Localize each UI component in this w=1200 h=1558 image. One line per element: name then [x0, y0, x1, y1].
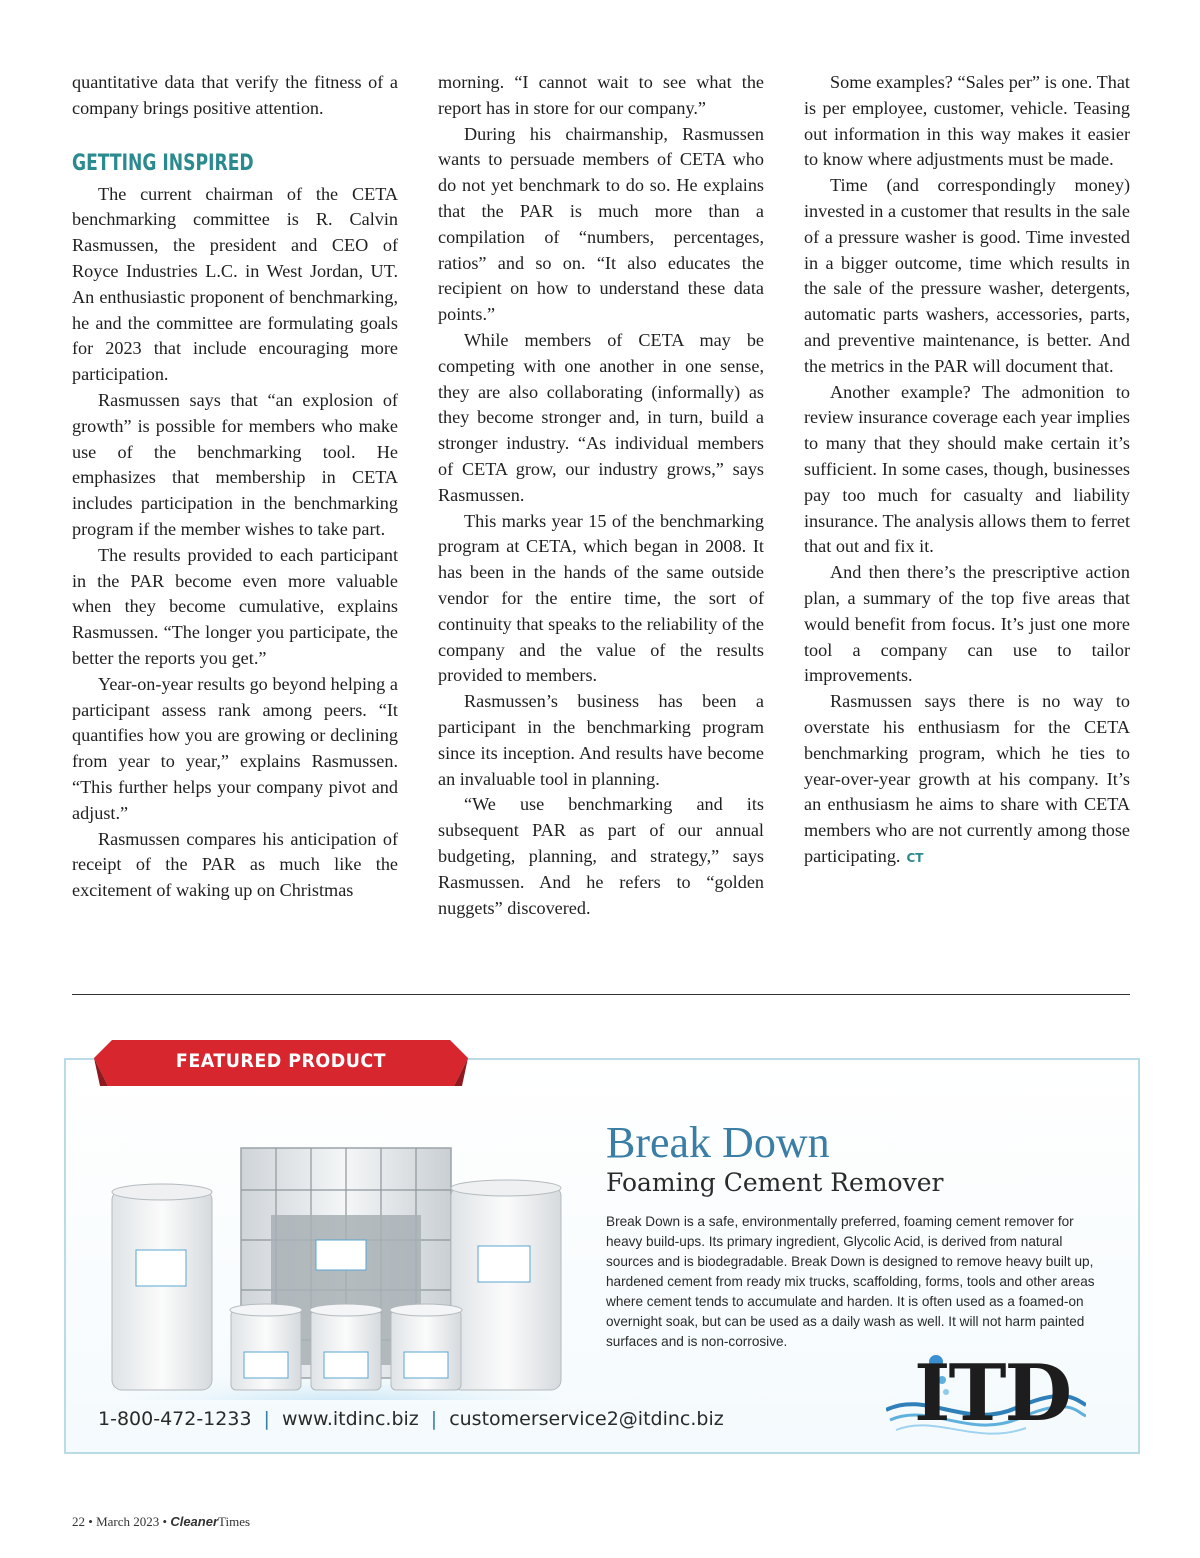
- product-containers-image: [106, 1130, 586, 1400]
- paragraph: The current chairman of the CETA benchmarking committee is R. Calvin Rasmussen, the president and CEO of Royce Industries L.C. in West Jordan, UT. An enthusiastic proponent of benchmarking, he and the committee are formulating goals for 2023 that include encouraging more participation.: [72, 183, 398, 385]
- paragraph: While members of CETA may be competing with one another in one sense, they are also collaborating (informally) as they become stronger and, in turn, build a stronger industry. “As individual members of CETA grow, our industry grows,” says Rasmussen.: [438, 329, 764, 505]
- section-heading: GETTING INSPIRED: [72, 150, 254, 176]
- product-description: Break Down is a safe, environmentally preferred, foaming cement remover for heavy build-ups. Its primary ingredient, Glycolic Acid, is derived from natural sources and is biodegradable. Break Down is designed to remove heavy built up, hardened cement from ready mix trucks, scaffolding, forms, tools and other areas where cement tends to accumulate and harden. It is often used as a foamed-on overnight soak, but can be used as a daily wash as well. It will not harm painted surfaces and is non-corrosive.: [606, 1214, 1095, 1349]
- paragraph: During his chairmanship, Rasmussen wants to persuade members of CETA who do not yet benchmark to do so. He explains that the PAR is much more than a compilation of “numbers, percentages, ratios” and so on. “It also educates the recipient on how to understand these data points.”: [438, 123, 764, 325]
- paragraph: Rasmussen’s business has been a participant in the benchmarking program since its inception. And results have become an invaluable tool in planning.: [438, 691, 764, 789]
- website-link[interactable]: www.itdinc.biz: [281, 1408, 419, 1430]
- paragraph: The results provided to each participant in the PAR become even more valuable when they become cumulative, explains Rasmussen. “The longer you participate, the better the reports you get.”: [72, 544, 398, 668]
- paragraph: “We use benchmarking and its subsequent PAR as part of our annual budgeting, planning, and strategy,” says Rasmussen. And he refers to “golden nuggets” discovered.: [438, 794, 764, 918]
- separator: |: [263, 1408, 270, 1430]
- product-title: Break Down: [606, 1118, 830, 1167]
- bullet: •: [162, 1514, 168, 1529]
- publication-name-rest: Times: [218, 1514, 251, 1529]
- end-mark: CT: [906, 850, 924, 865]
- paragraph: Rasmussen says that “an explosion of growth” is possible for members who make use of the benchmarking tool. He emphasizes that membership in CETA includes participation in the benchmarking program if the member wishes to take part.: [72, 389, 398, 539]
- paragraph: And then there’s the prescriptive action plan, a summary of the top five areas that would benefit from focus. It’s just one more tool a company can use to tailor improvements.: [804, 562, 1130, 686]
- paragraph: Rasmussen compares his anticipation of receipt of the PAR as much like the excitement of waking up on Christmas: [72, 828, 398, 901]
- ad-box: [64, 1058, 1140, 1454]
- contact-line: [98, 1408, 724, 1430]
- paragraph: Time (and correspondingly money) invested in a customer that results in the sale of a pressure washer is good. Time invested in a bigger outcome, time which results in the sale of the pressure washer, detergents, automatic parts washers, accessories, parts, and preventive maintenance, is better. And the metrics in the PAR will document that.: [804, 175, 1130, 376]
- article-column-1: [72, 70, 398, 904]
- ribbon-label: FEATURED PRODUCT: [175, 1050, 387, 1072]
- page-number: 22: [72, 1514, 85, 1529]
- paragraph: quantitative data that verify the fitness of a company brings positive attention.: [72, 72, 398, 118]
- product-subtitle: Foaming Cement Remover: [606, 1168, 944, 1197]
- paragraph: Some examples? “Sales per” is one. That is per employee, customer, vehicle. Teasing out information in this way makes it easier to know where adjustments must be made.: [804, 72, 1130, 170]
- issue-date: March 2023: [96, 1514, 160, 1529]
- featured-ribbon: [94, 1040, 468, 1092]
- divider-rule: [72, 994, 1130, 995]
- featured-product-ad: [64, 1040, 1140, 1452]
- article-columns: [72, 70, 1130, 960]
- paragraph: [804, 689, 1130, 872]
- paragraph-text: Rasmussen says there is no way to overstate his enthusiasm for the CETA benchmarking program, which he ties to year-over-year growth at his company. It’s an enthusiasm he aims to share with CETA members who are not currently among those participating.: [804, 691, 1130, 866]
- itd-logo: [886, 1350, 1086, 1440]
- article-column-3: [804, 70, 1130, 872]
- paragraph: This marks year 15 of the benchmarking program at CETA, which began in 2008. It has been in the hands of the same outside vendor for the entire time, the sort of continuity that speaks to the reliability of the company and the value of the results provided to members.: [438, 510, 764, 686]
- paragraph: Another example? The admonition to review insurance coverage each year implies to many that they should make certain it’s sufficient. In some cases, though, businesses pay too much for casualty and liability insurance. The analysis allows them to ferret that out and fix it.: [804, 381, 1130, 557]
- email-link[interactable]: customerservice2@itdinc.biz: [449, 1408, 724, 1430]
- bullet: •: [88, 1514, 93, 1529]
- article-column-2: [438, 70, 764, 921]
- separator: |: [430, 1408, 438, 1430]
- phone-number: 1-800-472-1233: [98, 1408, 252, 1430]
- paragraph: Year-on-year results go beyond helping a participant assess rank among peers. “It quantifies how you are growing or declining from year to year,” explains Rasmussen. “This further helps your company pivot and adjust.”: [72, 673, 398, 823]
- paragraph: morning. “I cannot wait to see what the report has in store for our company.”: [438, 72, 764, 118]
- publication-name: Cleaner: [170, 1514, 219, 1529]
- page-footer: [72, 1514, 250, 1530]
- logo-text: ITD: [914, 1348, 1071, 1439]
